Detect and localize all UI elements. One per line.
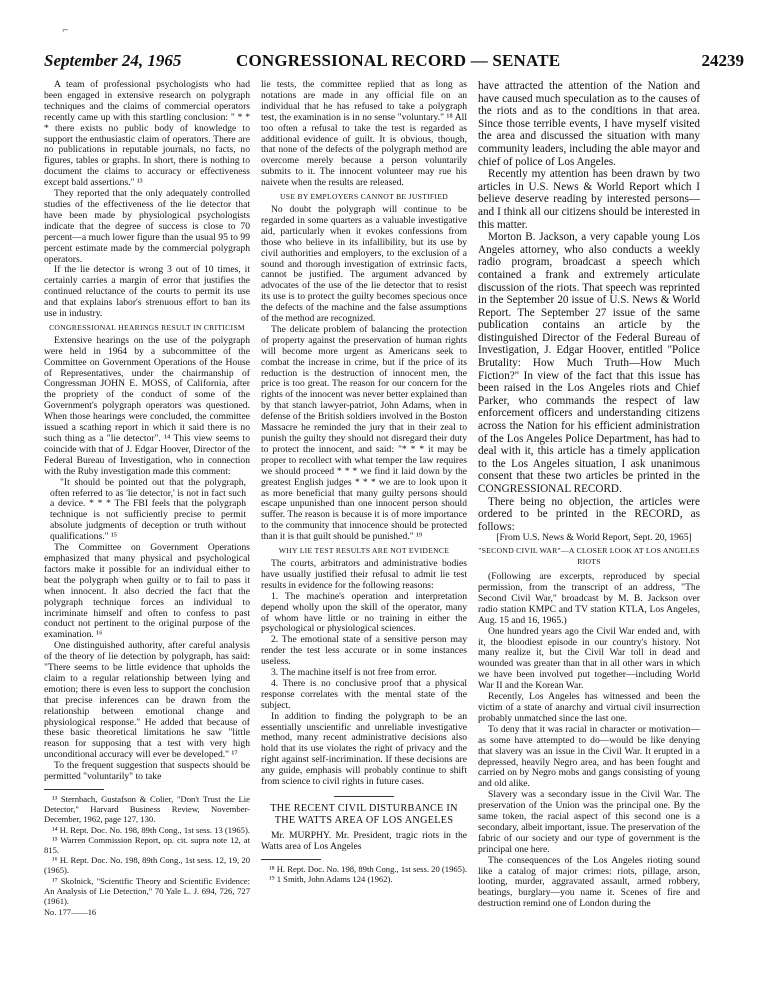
footnote: ¹⁶ H. Rept. Doc. No. 198, 89th Cong., 1st sess. 12, 19, 20 (1965). xyxy=(44,855,250,876)
paragraph: A team of professional psychologists who had been engaged in extensive research on polygraph techniques and the claims of commercial operators recently came up with this startling conclusion: " * * * there exists no public body of knowledge to support the enthusiastic claim of operators. There are no publications in reputable journals, no facts, no figures, tables or graphs. In short, there is nothing to document the claims to accuracy or effectiveness except bald assertions." ¹³ xyxy=(44,80,250,189)
paragraph: One distinguished authority, after careful analysis of the theory of lie detection by polygraph, has said: "There seems to be little evidence that upholds the claim to a regular relationship between lying and emotion; there is even less to support the conclusion that precise inferences can be drawn from the relationship between emotional change and physiological response." He added that because of these basic theoretical limitations he saw "little reason for supposing that a test with very high unconditional accuracy will ever be developed." ¹⁷ xyxy=(44,640,250,761)
header-title: CONGRESSIONAL RECORD — SENATE xyxy=(236,51,561,70)
paragraph: 3. The machine itself is not free from error. xyxy=(271,667,437,679)
footnote: ¹⁹ 1 Smith, John Adams 124 (1962). xyxy=(269,874,393,885)
paragraph: lie tests, the committee replied that as long as notations are made in any official file on an individual that he has refused to take a polygraph test, the examination is in no sense "voluntary." ¹⁸ All too often a refusal to take the test is regarded as additional evidence of guilt. It is obvious, though, that none of the defects of the polygraph method are overcome merely because a person voluntarily submits to it. The innocent volunteer may rue his naivete when the results are released. xyxy=(261,80,467,189)
section-rule xyxy=(334,796,394,797)
paragraph: Slavery was a secondary issue in the Civil War. The preservation of the Union was the principal one. By the same token, the racial aspect of this second one is a secondary, albeit important, issue. The preservation of the fabric of our society and our type of government is the principal one here. xyxy=(478,789,700,855)
corner-mark: ⌐ xyxy=(62,26,69,35)
paragraph: The Committee on Government Operations emphasized that many physical and psychological factors make it possible for an individual either to beat the polygraph when guilty or to fail to pass it when innocent. It also decried the fact that the polygraph technique forces an individual to incriminate himself and often to confess to past conduct not pertinent to the original purpose of the examination. ¹⁶ xyxy=(44,542,250,641)
column-2 xyxy=(261,80,467,975)
paragraph: To deny that it was racial in character or motivation—as some have attempted to do—would be like denying that slavery was an issue in the Civil War. It erupted in a depressed, heavily Negro area, and has been fought and carried on by Negro mobs and gangs consisting of young and old alike. xyxy=(478,723,700,790)
paragraph: have attracted the attention of the Nation and have caused much speculation as to the causes of the riots and as to the conditions in that area. Since those terrible events, I have myself visited the area and discussed the situation with many community leaders, including the able mayor and chief of police of Los Angeles. xyxy=(478,80,700,168)
paragraph: (Following are excerpts, reproduced by special permission, from the transcript of an address, "The Second Civil War," broadcast by M. B. Jackson over radio station KMPC and TV station KTLA, Los Angeles, Aug. 15 and 16, 1965.) xyxy=(478,571,700,626)
paragraph: The courts, arbitrators and administrative bodies have usually justified their refusal to admit lie test results in evidence for the following reasons: xyxy=(261,557,467,591)
footnote: ¹⁵ Warren Commission Report, op. cit. supra note 12, at 815. xyxy=(44,834,250,856)
paragraph: 2. The emotional state of a sensitive person may render the test less accurate or in some instances useless. xyxy=(261,634,467,668)
article-subheading: "SECOND CIVIL WAR"—A CLOSER LOOK AT LOS ANGELES RIOTS xyxy=(478,546,700,567)
paragraph: Morton B. Jackson, a very capable young Los Angeles attorney, who also conducts a weekly radio program, broadcast a speech which contained a frank and extremely articulate discussion of the riots. That speech was reprinted in the September 20 issue of U.S. News & World Report. The September 27 issue of the same publication contains an article by the distinguished Director of the Federal Bureau of Investigation, J. Edgar Hoover, entitled "Police Brutality: How Much Truth—How Much Fiction?" In view of the fact that this issue has been raised in the Los Angeles riots and Chief Parker, who commands the respect of law enforcement officers and understanding citizens across the Nation for his efficient administration of the Los Angeles Police Department, has had to deal with it, this article has a timely application to the Los Angeles situation, I ask unanimous consent that these two articles be printed in the CONGRESSIONAL RECORD. xyxy=(478,231,700,495)
paragraph: The delicate problem of balancing the protection of property against the preservation of human rights will become more urgent as Americans seek to combat the increase in crime, but if the price of its reduction is the destruction of innocent men, the price is too great. The reason for our concern for the rights of the innocent was never better explained than by that stanch lawyer-patriot, John Adams, when in defense of the British soldiers involved in the Boston Massacre he reminded the jury that in their zeal to punish the guilty they should not disregard their duty to protect the innocent, and said: "* * * it may be proper to recollect with what temper the law requires we should proceed * * * we find it laid down by the greatest English judges * * * we are to look upon it as more beneficial that many guilty persons should escape unpunished than one innocent person should suffer. The reason is because it is of more importance to the community that innocence should be protected than it is that guilt should be punished." ¹⁹ xyxy=(261,323,467,543)
footnote: ¹⁸ H. Rept. Doc. No. 198, 89th Cong., 1st sess. 20 (1965). xyxy=(269,864,467,874)
paragraph: No doubt the polygraph will continue to be regarded in some quarters as a valuable investigative aid, particularly when it evokes confessions from those who believe in its infallibility, but its use by civil authorities and employers, to the exclusion of a sound and thorough investigation of extrinsic facts, cannot be justified. The argument advanced by advocates of the use of the lie detector that to resist its use is to protect the guilty becomes specious once the defects of the machine and the false assumptions of the method are recognized. xyxy=(261,203,467,325)
paragraph: In addition to finding the polygraph to be an essentially unscientific and unreliable investigative method, many recent administrative decisions also hold that its use violates the right of privacy and the right against self-incrimination. If these decisions are any guide, emphasis will probably continue to shift from science to civil rights in future cases. xyxy=(261,710,467,788)
column-3 xyxy=(478,80,700,975)
paragraph: There being no objection, the articles were ordered to be printed in the RECORD, as follows: xyxy=(478,495,700,533)
footnotes xyxy=(44,794,250,918)
footnote: ¹³ Sternbach, Gustafson & Colier, "Don't Trust the Lie Detector," Harvard Business Review, November-December, 1962, page 127, 130. xyxy=(44,794,250,825)
paragraph: To the frequent suggestion that suspects should be permitted "voluntarily" to take xyxy=(44,760,250,783)
section-subheading: USE BY EMPLOYERS CANNOT BE JUSTIFIED xyxy=(280,192,448,202)
paragraph: Recently, Los Angeles has witnessed and been the victim of a state of anarchy and virtual civil insurrection probably unmatched since the last one. xyxy=(478,691,700,724)
paragraph: 1. The machine's operation and interpretation depend wholly upon the skill of the operator, many of whom have little or no training in either the psychological or physiological sciences. xyxy=(261,590,467,635)
footnote: ¹⁷ Skolnick, "Scientific Theory and Scientific Evidence: An Analysis of Lie Detection," 70 Yale L. J. 694, 726, 727 (1961). xyxy=(44,875,250,907)
paragraph: 4. There is no conclusive proof that a physical response correlates with the mental state of the subject. xyxy=(261,677,467,711)
column-1 xyxy=(44,80,250,975)
paragraph: Recently my attention has been drawn by two articles in U.S. News & World Report which I believe deserve reading by interested persons—and I think all our citizens should be interested in this matter. xyxy=(478,168,700,231)
block-quote: "It should be pointed out that the polygraph, often referred to as 'lie detector,' is not in fact such a device. * * * The FBI feels that the polygraph technique is not sufficiently precise to permit absolute judgments of deception or truth without qualifications." ¹⁵ xyxy=(50,476,246,543)
footnote-rule xyxy=(44,789,104,790)
lead-text xyxy=(478,80,700,533)
footnotes xyxy=(261,864,467,884)
paragraph: Extensive hearings on the use of the polygraph were held in 1964 by a subcommittee of the Committee on Government Operations of the House of Representatives, under the chairmanship of Congressman JOHN E. MOSS, of California, after the propriety of the conduct of some of the Government's polygraph operators was questioned. When those hearings were concluded, the committee issued a scathing report in which it said there is no such thing as a "lie detector". ¹⁴ This view seems to coincide with that of J. Edgar Hoover, Director of the Federal Bureau of Investigation, who in connection with the Ruby investigation made this comment: xyxy=(44,334,250,477)
header-page-number: 24239 xyxy=(701,51,744,70)
section-subheading: CONGRESSIONAL HEARINGS RESULT IN CRITICISM xyxy=(49,322,245,332)
paragraph: If the lie detector is wrong 3 out of 10 times, it certainly carries a margin of error that justifies the continued reluctance of the courts to permit its use and that explains labor's strenuous effort to ban its use in industry. xyxy=(44,264,250,320)
footnote-rule xyxy=(261,859,321,860)
source-note: [From U.S. News & World Report, Sept. 20, 1965] xyxy=(496,532,692,544)
paragraph: They reported that the only adequately controlled studies of the effectiveness of the lie detector that have been made by physiological psychologists indicate that the degree of success is close to 70 percent—a much lower figure than the usual 95 to 99 percent estimate made by the commercial polygraph operators. xyxy=(44,188,250,265)
paragraph: The consequences of the Los Angeles rioting sound like a catalog of major crimes: riots, pillage, arson, looting, murder, aggravated assault, armed robbery, beatings, burglary—you name it. Scenes of fire and destruction remind one of London during the xyxy=(478,854,700,910)
footnote: ¹⁴ H. Rept. Doc. No. 198, 89th Cong., 1st sess. 13 (1965). xyxy=(52,824,250,835)
section-subheading: WHY LIE TEST RESULTS ARE NOT EVIDENCE xyxy=(278,546,450,556)
paragraph: One hundred years ago the Civil War ended and, with it, the bloodiest episode in our country's history. Not many realize it, but the Civil War toll in dead and wounded was greater than that in all other wars in which we have been involved put together—including World War II and the Korean War. xyxy=(478,625,700,692)
paragraph: Mr. MURPHY. Mr. President, tragic riots in the Watts area of Los Angeles xyxy=(261,830,467,853)
header-date: September 24, 1965 xyxy=(44,51,182,70)
article-headline: THE RECENT CIVIL DISTURBANCE IN THE WATTS AREA OF LOS ANGELES xyxy=(270,803,458,826)
page-header xyxy=(44,51,744,71)
signature-mark: No. 177——16 xyxy=(44,908,97,918)
